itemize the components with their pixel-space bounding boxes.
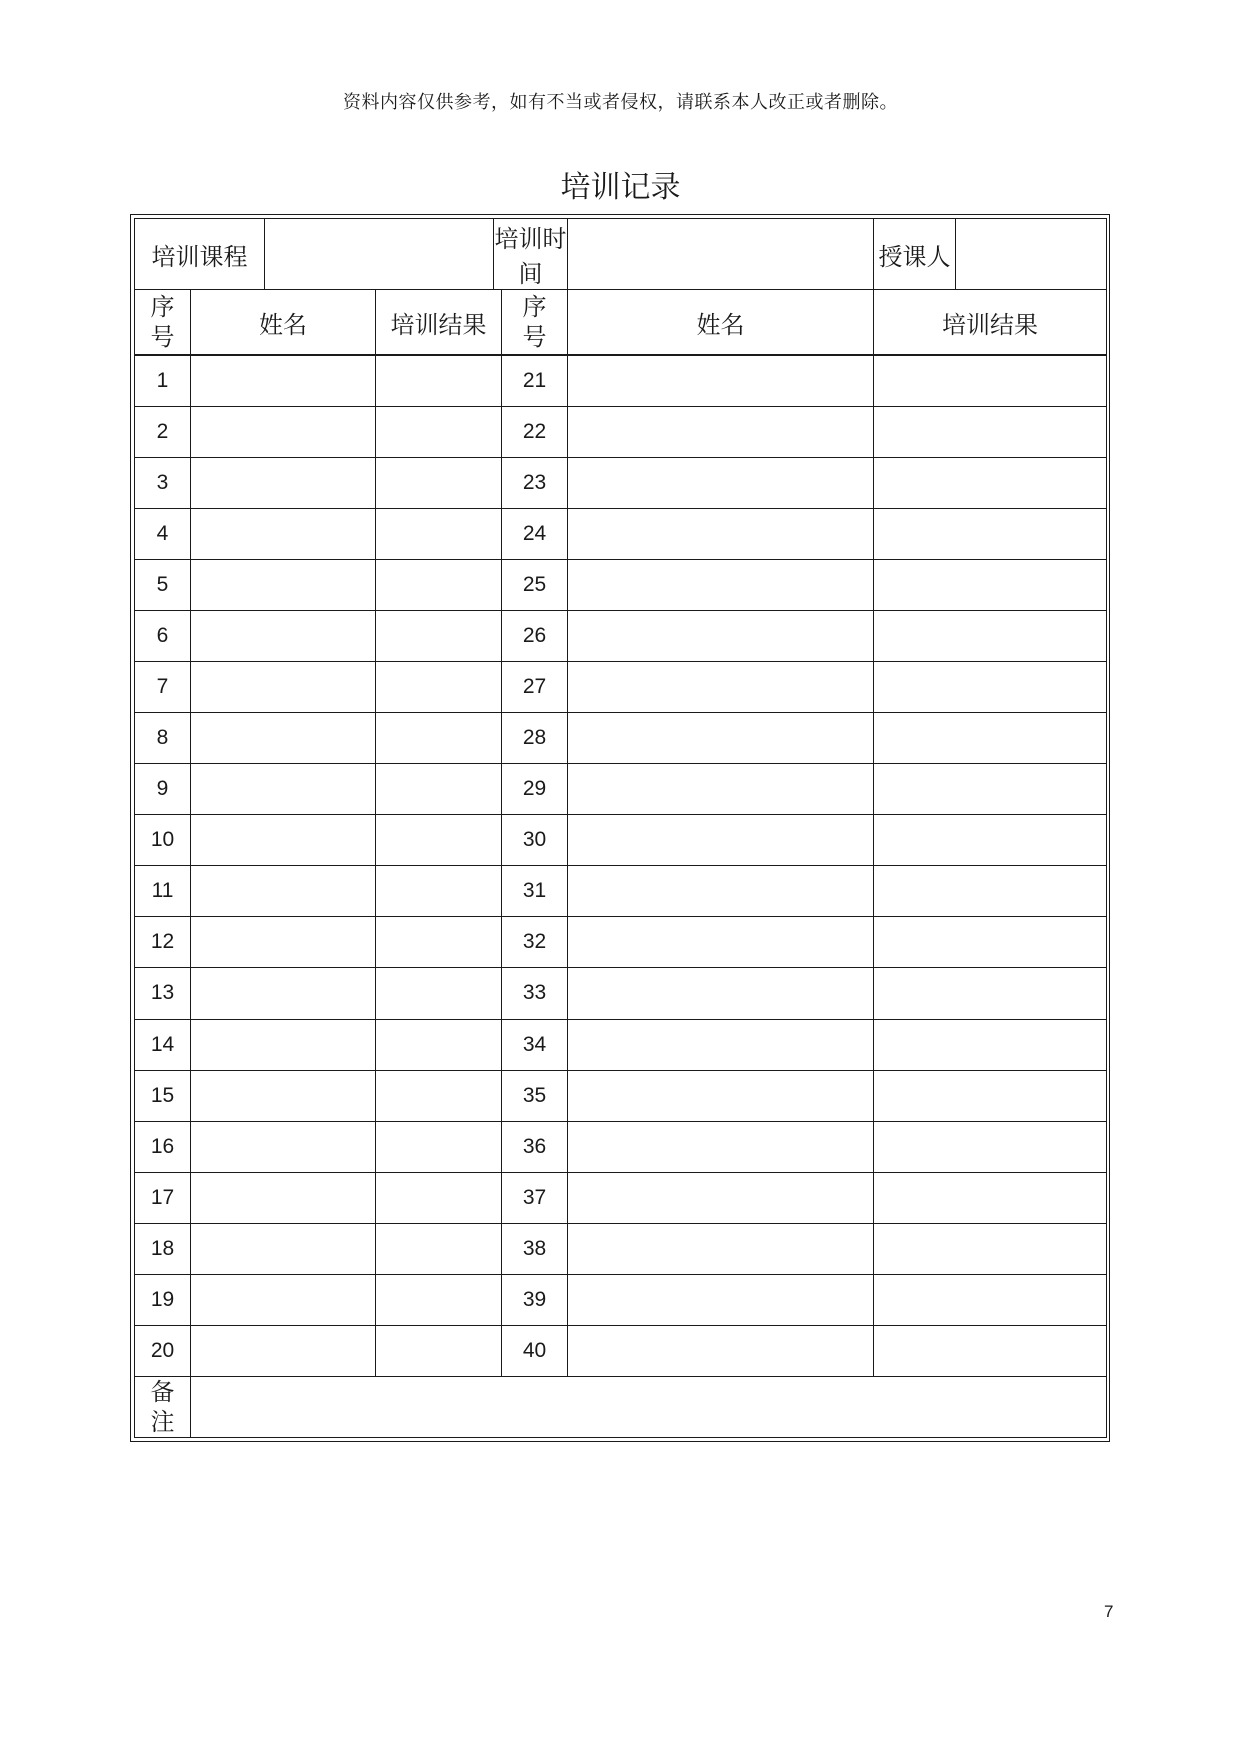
name-cell-left[interactable] xyxy=(191,1070,376,1121)
seq-left: 15 xyxy=(135,1070,191,1121)
table-row xyxy=(135,1019,1107,1070)
seq-right: 22 xyxy=(502,407,568,458)
table-row xyxy=(135,407,1107,458)
name-header-left: 姓名 xyxy=(191,290,376,356)
result-cell-left[interactable] xyxy=(376,407,502,458)
result-cell-left[interactable] xyxy=(376,1121,502,1172)
name-cell-left[interactable] xyxy=(191,560,376,611)
result-cell-left[interactable] xyxy=(376,1325,502,1376)
result-cell-left[interactable] xyxy=(376,509,502,560)
table-row xyxy=(135,560,1107,611)
training-record-form xyxy=(130,214,1110,1442)
result-cell-right[interactable] xyxy=(874,458,1107,509)
result-cell-left[interactable] xyxy=(376,1274,502,1325)
result-cell-right[interactable] xyxy=(874,1172,1107,1223)
name-cell-right[interactable] xyxy=(568,509,874,560)
result-cell-left[interactable] xyxy=(376,458,502,509)
seq-right: 33 xyxy=(502,968,568,1019)
result-cell-left[interactable] xyxy=(376,713,502,764)
seq-left: 10 xyxy=(135,815,191,866)
seq-left: 12 xyxy=(135,917,191,968)
name-cell-left[interactable] xyxy=(191,458,376,509)
result-cell-left[interactable] xyxy=(376,917,502,968)
table-row xyxy=(135,968,1107,1019)
result-cell-right[interactable] xyxy=(874,713,1107,764)
result-cell-left[interactable] xyxy=(376,1172,502,1223)
result-cell-left[interactable] xyxy=(376,355,502,407)
result-cell-right[interactable] xyxy=(874,1223,1107,1274)
training-record-table xyxy=(134,218,1107,1438)
seq-right: 35 xyxy=(502,1070,568,1121)
table-row xyxy=(135,1274,1107,1325)
seq-left: 8 xyxy=(135,713,191,764)
instructor-label: 授课人 xyxy=(874,219,956,290)
seq-left: 20 xyxy=(135,1325,191,1376)
result-cell-right[interactable] xyxy=(874,1325,1107,1376)
result-cell-left[interactable] xyxy=(376,764,502,815)
table-row xyxy=(135,866,1107,917)
result-cell-right[interactable] xyxy=(874,968,1107,1019)
seq-left: 2 xyxy=(135,407,191,458)
seq-right: 38 xyxy=(502,1223,568,1274)
table-row xyxy=(135,458,1107,509)
result-cell-left[interactable] xyxy=(376,1019,502,1070)
result-cell-left[interactable] xyxy=(376,1223,502,1274)
name-cell-right[interactable] xyxy=(568,1325,874,1376)
name-cell-left[interactable] xyxy=(191,1172,376,1223)
result-cell-right[interactable] xyxy=(874,764,1107,815)
time-field[interactable] xyxy=(568,219,874,290)
result-cell-right[interactable] xyxy=(874,662,1107,713)
seq-right: 30 xyxy=(502,815,568,866)
seq-left: 7 xyxy=(135,662,191,713)
remarks-label: 备注 xyxy=(135,1376,191,1437)
table-row xyxy=(135,1325,1107,1376)
name-cell-right[interactable] xyxy=(568,866,874,917)
name-cell-left[interactable] xyxy=(191,917,376,968)
result-cell-left[interactable] xyxy=(376,968,502,1019)
name-cell-left[interactable] xyxy=(191,866,376,917)
course-field[interactable] xyxy=(265,219,494,290)
seq-right: 26 xyxy=(502,611,568,662)
name-cell-left[interactable] xyxy=(191,662,376,713)
name-cell-right[interactable] xyxy=(568,713,874,764)
seq-right: 39 xyxy=(502,1274,568,1325)
seq-right: 25 xyxy=(502,560,568,611)
seq-right: 34 xyxy=(502,1019,568,1070)
name-cell-right[interactable] xyxy=(568,1019,874,1070)
seq-right: 24 xyxy=(502,509,568,560)
seq-right: 28 xyxy=(502,713,568,764)
name-cell-right[interactable] xyxy=(568,968,874,1019)
table-row xyxy=(135,764,1107,815)
name-cell-right[interactable] xyxy=(568,1172,874,1223)
name-cell-left[interactable] xyxy=(191,407,376,458)
result-cell-right[interactable] xyxy=(874,866,1107,917)
name-cell-right[interactable] xyxy=(568,662,874,713)
seq-left: 5 xyxy=(135,560,191,611)
name-cell-left[interactable] xyxy=(191,1121,376,1172)
name-cell-left[interactable] xyxy=(191,1019,376,1070)
table-row xyxy=(135,509,1107,560)
result-cell-right[interactable] xyxy=(874,560,1107,611)
seq-left: 3 xyxy=(135,458,191,509)
name-cell-left[interactable] xyxy=(191,1325,376,1376)
name-cell-left[interactable] xyxy=(191,1274,376,1325)
seq-left: 9 xyxy=(135,764,191,815)
name-cell-right[interactable] xyxy=(568,1223,874,1274)
seq-left: 1 xyxy=(135,355,191,407)
name-cell-right[interactable] xyxy=(568,917,874,968)
seq-right: 40 xyxy=(502,1325,568,1376)
table-row xyxy=(135,815,1107,866)
name-cell-right[interactable] xyxy=(568,560,874,611)
result-cell-right[interactable] xyxy=(874,1274,1107,1325)
page-number: 7 xyxy=(1104,1602,1114,1621)
name-cell-right[interactable] xyxy=(568,407,874,458)
result-cell-right[interactable] xyxy=(874,355,1107,407)
meta-row xyxy=(135,219,1107,290)
name-cell-right[interactable] xyxy=(568,764,874,815)
result-cell-left[interactable] xyxy=(376,1070,502,1121)
seq-left: 14 xyxy=(135,1019,191,1070)
disclaimer-header: 资料内容仅供参考，如有不当或者侵权，请联系本人改正或者删除。 xyxy=(343,92,898,113)
seq-left: 13 xyxy=(135,968,191,1019)
instructor-field[interactable] xyxy=(956,219,1107,290)
name-cell-left[interactable] xyxy=(191,815,376,866)
seq-right: 36 xyxy=(502,1121,568,1172)
table-row xyxy=(135,917,1107,968)
result-cell-right[interactable] xyxy=(874,1070,1107,1121)
seq-right: 29 xyxy=(502,764,568,815)
course-label: 培训课程 xyxy=(135,219,265,290)
seq-right: 21 xyxy=(502,355,568,407)
result-cell-right[interactable] xyxy=(874,611,1107,662)
table-row xyxy=(135,1121,1107,1172)
name-cell-left[interactable] xyxy=(191,611,376,662)
result-cell-left[interactable] xyxy=(376,560,502,611)
table-row xyxy=(135,1223,1107,1274)
seq-header-left: 序号 xyxy=(135,290,191,356)
result-cell-left[interactable] xyxy=(376,662,502,713)
seq-right: 27 xyxy=(502,662,568,713)
seq-left: 18 xyxy=(135,1223,191,1274)
name-cell-left[interactable] xyxy=(191,764,376,815)
column-header-row xyxy=(135,290,1107,356)
name-cell-right[interactable] xyxy=(568,355,874,407)
name-cell-left[interactable] xyxy=(191,509,376,560)
name-cell-right[interactable] xyxy=(568,815,874,866)
remarks-field[interactable] xyxy=(191,1376,1107,1437)
name-cell-left[interactable] xyxy=(191,968,376,1019)
name-cell-right[interactable] xyxy=(568,458,874,509)
time-label: 培训时间 xyxy=(494,219,568,290)
remarks-row xyxy=(135,1376,1107,1437)
table-row xyxy=(135,1172,1107,1223)
result-cell-left[interactable] xyxy=(376,815,502,866)
seq-left: 16 xyxy=(135,1121,191,1172)
name-cell-right[interactable] xyxy=(568,1274,874,1325)
result-cell-right[interactable] xyxy=(874,1019,1107,1070)
seq-right: 23 xyxy=(502,458,568,509)
result-cell-left[interactable] xyxy=(376,866,502,917)
form-title: 培训记录 xyxy=(560,170,681,205)
seq-right: 31 xyxy=(502,866,568,917)
table-row xyxy=(135,355,1107,407)
table-row xyxy=(135,1070,1107,1121)
seq-left: 4 xyxy=(135,509,191,560)
result-cell-right[interactable] xyxy=(874,1121,1107,1172)
name-cell-right[interactable] xyxy=(568,611,874,662)
seq-right: 32 xyxy=(502,917,568,968)
result-cell-right[interactable] xyxy=(874,917,1107,968)
seq-left: 11 xyxy=(135,866,191,917)
name-cell-right[interactable] xyxy=(568,1070,874,1121)
result-header-right: 培训结果 xyxy=(874,290,1107,356)
result-header-left: 培训结果 xyxy=(376,290,502,356)
seq-header-right: 序号 xyxy=(502,290,568,356)
seq-left: 17 xyxy=(135,1172,191,1223)
table-row xyxy=(135,611,1107,662)
result-cell-right[interactable] xyxy=(874,815,1107,866)
name-cell-right[interactable] xyxy=(568,1121,874,1172)
result-cell-right[interactable] xyxy=(874,407,1107,458)
name-cell-left[interactable] xyxy=(191,713,376,764)
result-cell-left[interactable] xyxy=(376,611,502,662)
seq-left: 6 xyxy=(135,611,191,662)
result-cell-right[interactable] xyxy=(874,509,1107,560)
seq-right: 37 xyxy=(502,1172,568,1223)
name-header-right: 姓名 xyxy=(568,290,874,356)
seq-left: 19 xyxy=(135,1274,191,1325)
name-cell-left[interactable] xyxy=(191,355,376,407)
table-row xyxy=(135,662,1107,713)
name-cell-left[interactable] xyxy=(191,1223,376,1274)
table-row xyxy=(135,713,1107,764)
